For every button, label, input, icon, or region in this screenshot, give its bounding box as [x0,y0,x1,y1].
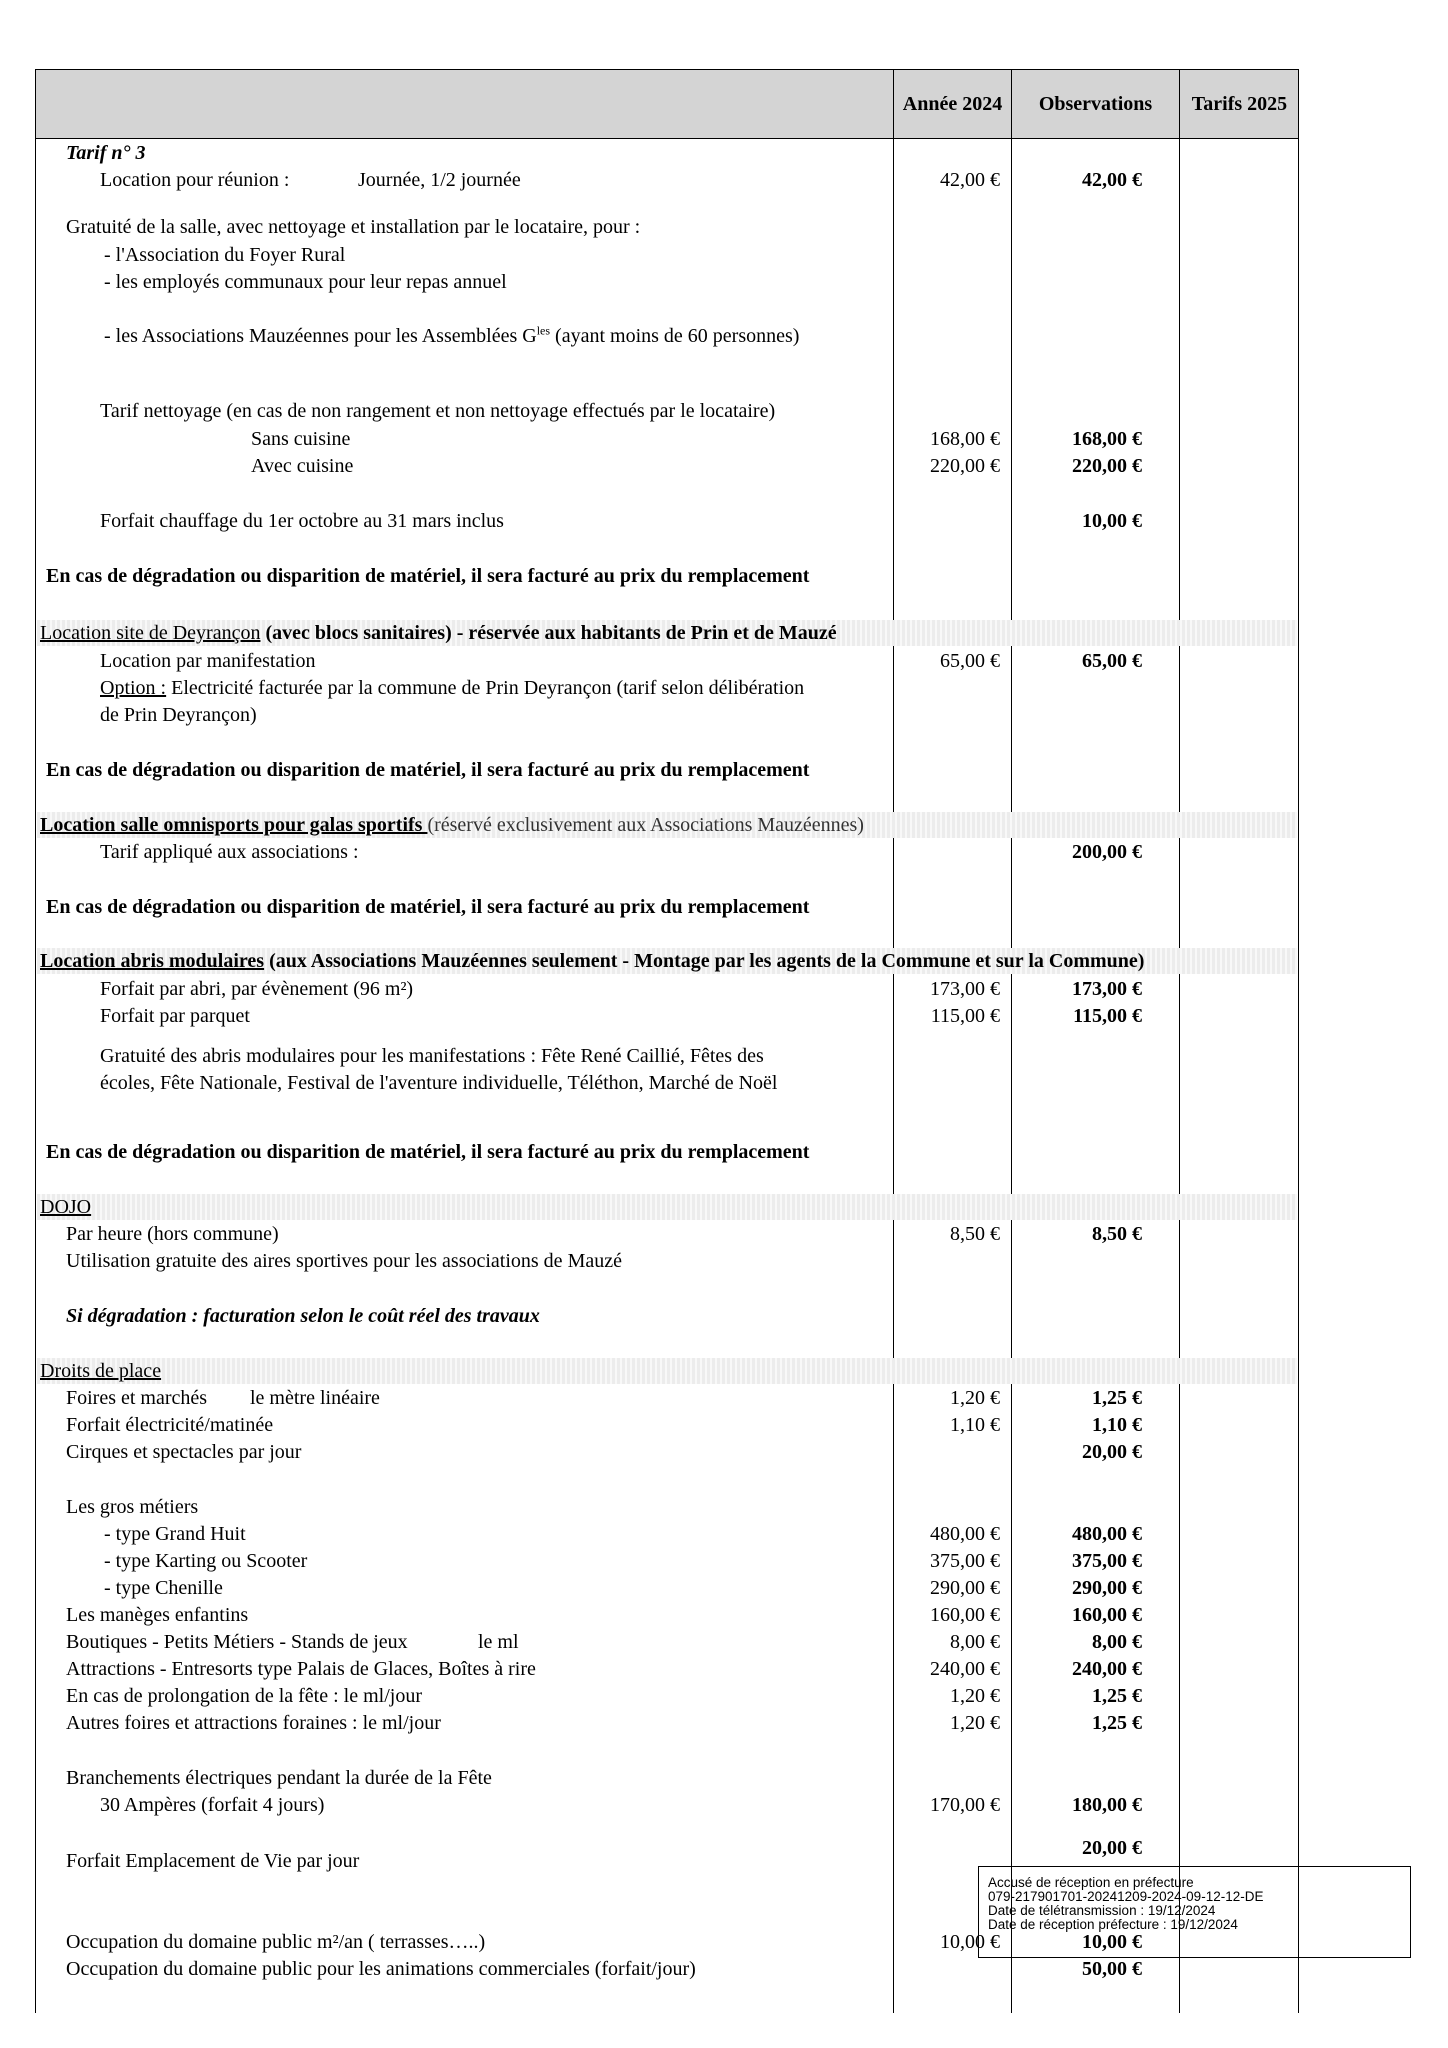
manifestation-2024: 65,00 € [940,650,1000,672]
header-year-2024: Année 2024 [902,92,1003,115]
sans-cuisine-label: Sans cuisine [251,428,351,450]
dojo-section-title: DOJO [40,1196,92,1218]
section-band [37,1194,1297,1220]
degradation-notice: En cas de dégradation ou disparition de matériel, il sera facturé au prix du remplacement [46,896,810,918]
avec-cuisine-label: Avec cuisine [251,455,354,477]
omnisports-title-rest: (réservé exclusivement aux Associations Mauzéennes) [427,814,864,836]
grand-huit-label: - type Grand Huit [104,1523,246,1545]
attractions-2025: 240,00 € [1072,1658,1142,1680]
maneges-label: Les manèges enfantins [66,1604,249,1626]
dojo-heure-label: Par heure (hors commune) [66,1223,279,1245]
column-divider [1179,69,1180,2013]
degradation-notice: En cas de dégradation ou disparition de matériel, il sera facturé au prix du remplacement [46,565,810,587]
foires-2024: 1,20 € [950,1387,1000,1409]
abris-gratuite-line: Gratuité des abris modulaires pour les manifestations : Fête René Caillié, Fêtes des [100,1045,764,1067]
abris-title-rest: (aux Associations Mauzéennes seulement - Montage par les agents de la Commune et sur la Commune) [264,950,1145,972]
grand-huit-2024: 480,00 € [930,1523,1000,1545]
tarif-3-title: Tarif n° 3 [66,142,146,164]
ampere-label: 30 Ampères (forfait 4 jours) [100,1794,325,1816]
stamp-line: Accusé de réception en préfecture [988,1875,1194,1890]
vie-label: Forfait Emplacement de Vie par jour [66,1850,360,1872]
reunion-price-2025: 42,00 € [1082,169,1142,191]
dojo-gratuit: Utilisation gratuite des aires sportives pour les associations de Mauzé [66,1250,622,1272]
section-band [37,1358,1297,1384]
deyrancon-section-title [40,620,837,646]
parquet-label: Forfait par parquet [100,1005,250,1027]
dojo-heure-2024: 8,50 € [950,1223,1000,1245]
abri-forfait-2025: 173,00 € [1072,978,1142,1000]
sans-cuisine-2025: 168,00 € [1072,428,1142,450]
terrasses-2025: 10,00 € [1082,1931,1142,1953]
ampere-2025: 180,00 € [1072,1794,1142,1816]
gratuite-item-superscript: les [536,323,551,338]
prolongation-2024: 1,20 € [950,1685,1000,1707]
sans-cuisine-2024: 168,00 € [930,428,1000,450]
grand-huit-2025: 480,00 € [1072,1523,1142,1545]
omnisports-2025: 200,00 € [1072,841,1142,863]
deyrancon-title-underlined: Location site de Deyrançon [40,622,261,644]
boutiques-unit: le ml [478,1631,519,1653]
abri-forfait-2024: 173,00 € [930,978,1000,1000]
nettoyage-intro: Tarif nettoyage (en cas de non rangement et non nettoyage effectués par le locataire) [100,400,776,422]
dojo-heure-2025: 8,50 € [1092,1223,1142,1245]
abris-section-title [40,948,1144,974]
electricite-label: Forfait électricité/matinée [66,1414,274,1436]
header-tarifs-2025: Tarifs 2025 [1191,92,1288,115]
option-line [100,675,804,701]
gratuite-item: - l'Association du Foyer Rural [104,244,346,266]
manifestation-2025: 65,00 € [1082,650,1142,672]
foires-unit: le mètre linéaire [250,1387,380,1409]
chenille-2025: 290,00 € [1072,1577,1142,1599]
abri-forfait-label: Forfait par abri, par évènement (96 m²) [100,978,414,1000]
autres-foires-2024: 1,20 € [950,1712,1000,1734]
chauffage-2025: 10,00 € [1082,510,1142,532]
gratuite-item: - les employés communaux pour leur repas annuel [104,271,507,293]
attractions-label: Attractions - Entresorts type Palais de Glaces, Boîtes à rire [66,1658,536,1680]
branchements-label: Branchements électriques pendant la durée de la Fête [66,1767,492,1789]
abris-title-underlined: Location abris modulaires [40,950,265,972]
prolongation-2025: 1,25 € [1092,1685,1142,1707]
degradation-notice: En cas de dégradation ou disparition de matériel, il sera facturé au prix du remplacement [46,1141,810,1163]
stamp-line: Date de réception préfecture : 19/12/2024 [988,1917,1238,1932]
gros-metiers-label: Les gros métiers [66,1496,199,1518]
gratuite-item-text: (ayant moins de 60 personnes) [550,325,800,347]
abris-gratuite-line: écoles, Fête Nationale, Festival de l'aventure individuelle, Téléthon, Marché de Noël [100,1072,778,1094]
chenille-label: - type Chenille [104,1577,223,1599]
deyrancon-title-rest: (avec blocs sanitaires) - réservée aux habitants de Prin et de Mauzé [260,622,837,644]
omnisports-section-title [40,812,864,838]
maneges-2025: 160,00 € [1072,1604,1142,1626]
omnisports-title-underlined: Location salle omnisports pour galas sportifs [40,814,428,836]
parquet-2025: 115,00 € [1073,1005,1142,1027]
gratuite-item [104,323,799,349]
dojo-degradation: Si dégradation : facturation selon le coût réel des travaux [66,1305,540,1327]
boutiques-2024: 8,00 € [950,1631,1000,1653]
degradation-notice: En cas de dégradation ou disparition de matériel, il sera facturé au prix du remplacement [46,759,810,781]
gratuite-item-text: - les Associations Mauzéennes pour les Assemblées G [104,325,537,347]
cirques-label: Cirques et spectacles par jour [66,1441,302,1463]
terrasses-2024: 10,00 € [940,1931,1000,1953]
parquet-2024: 115,00 € [930,1005,1000,1027]
vie-2025: 20,00 € [1082,1837,1142,1859]
autres-foires-label: Autres foires et attractions foraines : le ml/jour [66,1712,441,1734]
reunion-detail: Journée, 1/2 journée [358,169,521,191]
option-label: Option : [100,677,167,699]
stamp-line: 079-217901701-20241209-2024-09-12-12-DE [988,1889,1264,1904]
karting-2024: 375,00 € [930,1550,1000,1572]
karting-label: - type Karting ou Scooter [104,1550,308,1572]
animations-label: Occupation du domaine public pour les animations commerciales (forfait/jour) [66,1958,696,1980]
electricite-2024: 1,10 € [950,1414,1000,1436]
prolongation-label: En cas de prolongation de la fête : le ml/jour [66,1685,422,1707]
chauffage-label: Forfait chauffage du 1er octobre au 31 mars inclus [100,510,504,532]
maneges-2024: 160,00 € [930,1604,1000,1626]
gratuite-intro: Gratuité de la salle, avec nettoyage et installation par le locataire, pour : [66,216,641,238]
autres-foires-2025: 1,25 € [1092,1712,1142,1734]
manifestation-label: Location par manifestation [100,650,316,672]
droits-section-title: Droits de place [40,1360,162,1382]
option-line-2: de Prin Deyrançon) [100,704,257,726]
reunion-price-2024: 42,00 € [940,169,1000,191]
terrasses-label: Occupation du domaine public m²/an ( terrasses…..) [66,1931,486,1953]
attractions-2024: 240,00 € [930,1658,1000,1680]
omnisports-tarif-label: Tarif appliqué aux associations : [100,841,359,863]
cirques-2025: 20,00 € [1082,1441,1142,1463]
avec-cuisine-2025: 220,00 € [1072,455,1142,477]
chenille-2024: 290,00 € [930,1577,1000,1599]
electricite-2025: 1,10 € [1092,1414,1142,1436]
karting-2025: 375,00 € [1072,1550,1142,1572]
boutiques-2025: 8,00 € [1092,1631,1142,1653]
stamp-line: Date de télétransmission : 19/12/2024 [988,1903,1216,1918]
option-text: Electricité facturée par la commune de Prin Deyrançon (tarif selon délibération [166,677,805,699]
reunion-label: Location pour réunion : [100,169,290,191]
animations-2025: 50,00 € [1082,1958,1142,1980]
foires-label: Foires et marchés [66,1387,208,1409]
boutiques-label: Boutiques - Petits Métiers - Stands de jeux [66,1631,408,1653]
ampere-2024: 170,00 € [930,1794,1000,1816]
foires-2025: 1,25 € [1092,1387,1142,1409]
avec-cuisine-2024: 220,00 € [930,455,1000,477]
header-observations: Observations [1038,92,1153,115]
